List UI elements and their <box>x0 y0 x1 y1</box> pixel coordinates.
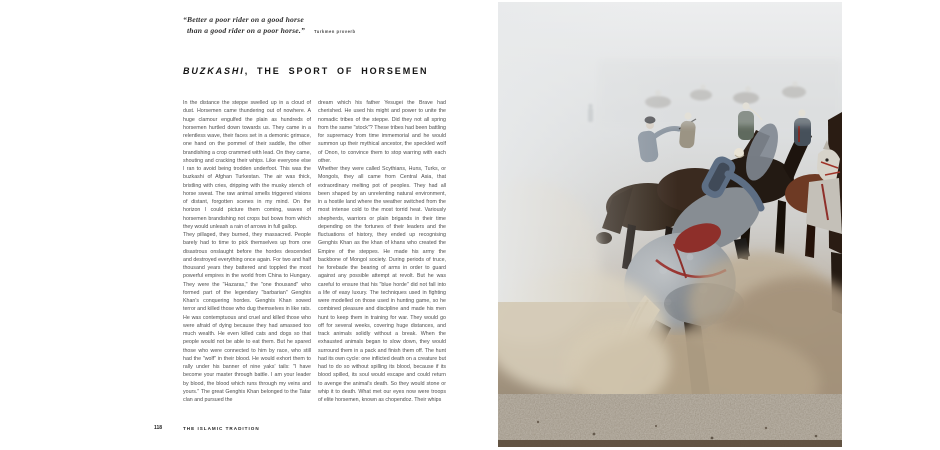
paragraph: They pillaged, they burned, they massacred. People barely had to time to pick themselves up from one disastrous onslaught before the hordes descended and destroyed everything once again. For two and half thousand years they battered and toppled the most powerful empires in the world from China to Hungary. They were the "Hazaras," the "one thousand" who formed part of the legendary "barbarian" Genghis Khan's conquering hordes. Genghis Khan sowed terror and killed those who dug themselves in like rats. He was contemptuous and cruel and killed those who were afraid of dying because they had amassed too much wealth. He even killed cats and dogs so that people would not be able to eat them. But he spared those who were connected to him by race, who still had the "wolf" in their blood. He would exhort them to rally under his banner of nine yaks' tails: "I have become your master through battle. I am your leader by blood, the blood which runs through my veins and yours." The great Genghis Khan belonged to the Tatar clan and pursued the <box>183 232 311 403</box>
quote-line-2: than a good rider on a poor horse.” Turkmen proverb <box>187 25 356 35</box>
gravel-ground <box>498 394 842 447</box>
body-column-2 <box>318 99 446 425</box>
paragraph: Whether they were called Scythians, Huns, Turks, or Mongols, they all came from Central Asia, that extraordinary melting pot of peoples. They had all been shaped by an unrelenting natural environment, in a hostile land where the weather switched from the most intense cold to the most torrid heat. Variously shepherds, warriors or plain brigands in their time depending on the fortunes of their leaders and the fluctuations of history, they ended up recognising Genghis Khan as the khan of khans who created the Empire of the steppes. He made his army the backbone of Mongol society. During periods of truce, he forebade the bearing of arms in order to guard against any possible attempt at revolt. But he was careful to ensure that his "blue horde" did not fall into a life of easy luxury. The techniques used in fighting were modelled on those used in hunting game, so he combined pleasure and discipline and made his men hunt to keep them in training for war. They would go off for several weeks, covering huge distances, and track animals solidly without a break. When the exhausted animals began to slow down, they would surround them in a pack and finish them off. The hunt had its own cycle: one inflicted death on a creature but had to do so without spilling its blood, because if its blood spilled, its soul would escape and could return to avenge the animal's death. So they would stone or whip it to death. What met our eyes now were troops of elite horsemen, known as chopendoz. Their whips <box>318 166 446 403</box>
left-haze-overlay <box>498 2 678 302</box>
page-number: 118 <box>154 425 163 431</box>
epigraph-quote <box>183 15 356 38</box>
chapter-title-italic: BUZKASHI <box>183 66 245 76</box>
running-footer-section-title: THE ISLAMIC TRADITION <box>183 425 260 431</box>
chapter-title <box>183 66 428 76</box>
paragraph: dream which his father Yesugei the Brave had cherished. He used his might and power to unite the nomadic tribes of the steppe. Did they not all spring from the same "stock"? These tribes had been battling for supremacy from time immemorial and he would summon up their mythical ancestor, the speckled wolf of Onon, to convince them to stop warring with each other. <box>318 100 446 164</box>
buzkashi-photo <box>498 2 842 447</box>
quote-line-1: “Better a poor rider on a good horse <box>183 15 304 24</box>
chapter-title-rest: , THE SPORT OF HORSEMEN <box>244 66 429 76</box>
body-column-1 <box>183 99 311 425</box>
quote-attribution: Turkmen proverb <box>313 28 356 34</box>
paragraph: In the distance the steppe swelled up in a cloud of dust. Horsemen came thundering out of nowhere. A huge clamour engulfed the plain as hundreds of horsemen hurtled down towards us. They came in a relentless wave, their faces set in a demonic grimace, one hand on the pommel of their saddle, the other brandishing a crop crammed with lead. On they came, shouting and cracking their whips. Like everyone else I ran to avoid being trodden underfoot. This was the buzkashi of Afghan Turkestan. The air was thick, bristling with cries, dripping with the musky stench of horse sweat. The raw animal smells triggered visions of distant, forgotten scenes in my mind. On the horizon I could picture them coming, waves of horsemen brandishing not crops but bows from which they would unleash a rain of arrows in full gallop. <box>183 100 311 230</box>
